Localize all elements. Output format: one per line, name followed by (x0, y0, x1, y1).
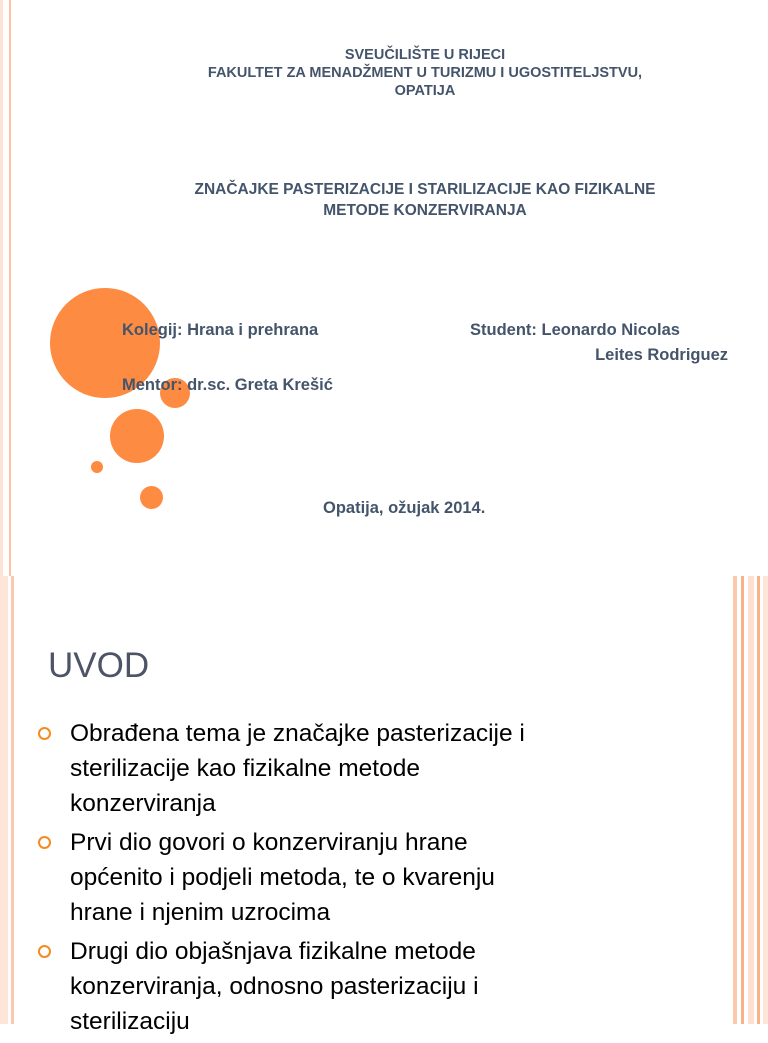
right-stripe-3 (748, 576, 754, 1024)
student-line-1: Student: Leonardo Nicolas (470, 321, 680, 339)
bullet-circle-icon (38, 945, 51, 958)
place-date: Opatija, ožujak 2014. (323, 499, 486, 517)
faculty-line: FAKULTET ZA MENADŽMENT U TURIZMU I UGOSTITELJSTVU, (207, 65, 643, 81)
decorative-circle-tiny (91, 461, 103, 473)
right-stripe-1 (733, 576, 737, 1024)
university-line: SVEUČILIŠTE U RIJECI (344, 47, 506, 63)
course-label: Kolegij: Hrana i prehrana (122, 321, 319, 339)
bullet-text: Drugi dio objašnjava fizikalne metode konzerviranja, odnosno pasterizaciju i sterilizaciju (70, 938, 479, 1035)
right-stripe-5 (763, 576, 768, 1024)
left-stripe-wide (0, 576, 8, 1024)
bullet-text: Obrađena tema je značajke pasterizacije i sterilizacije kao fizikalne metode konzerviranja (70, 720, 525, 817)
bullet-text: Prvi dio govori o konzerviranju hrane općenito i podjeli metoda, te o kvarenju hrane i njenim uzrocima (70, 829, 495, 926)
mentor-label: Mentor: dr.sc. Greta Krešić (122, 376, 333, 394)
decorative-circle-small-2 (140, 486, 163, 509)
list-item (38, 825, 718, 930)
university-heading (90, 46, 760, 100)
decorative-circle-medium (110, 409, 164, 463)
slide-heading: UVOD (48, 646, 150, 685)
bullet-circle-icon (38, 836, 51, 849)
left-stripe-thin (9, 0, 11, 576)
city-line: OPATIJA (394, 83, 456, 99)
left-stripe-thin (11, 576, 14, 1024)
title-line-1: ZNAČAJKE PASTERIZACIJE I STARILIZACIJE KAO FIZIKALNE (194, 181, 656, 198)
list-item (38, 716, 718, 821)
student-line-2: Leites Rodriguez (595, 346, 728, 364)
bullet-circle-icon (38, 727, 51, 740)
right-stripe-4 (757, 576, 760, 1024)
left-stripe-light (0, 0, 3, 576)
list-item (38, 934, 718, 1039)
bullet-list (38, 716, 718, 1043)
presentation-title (110, 179, 740, 221)
right-stripe-2 (741, 576, 744, 1024)
title-line-2: METODE KONZERVIRANJA (323, 202, 527, 219)
